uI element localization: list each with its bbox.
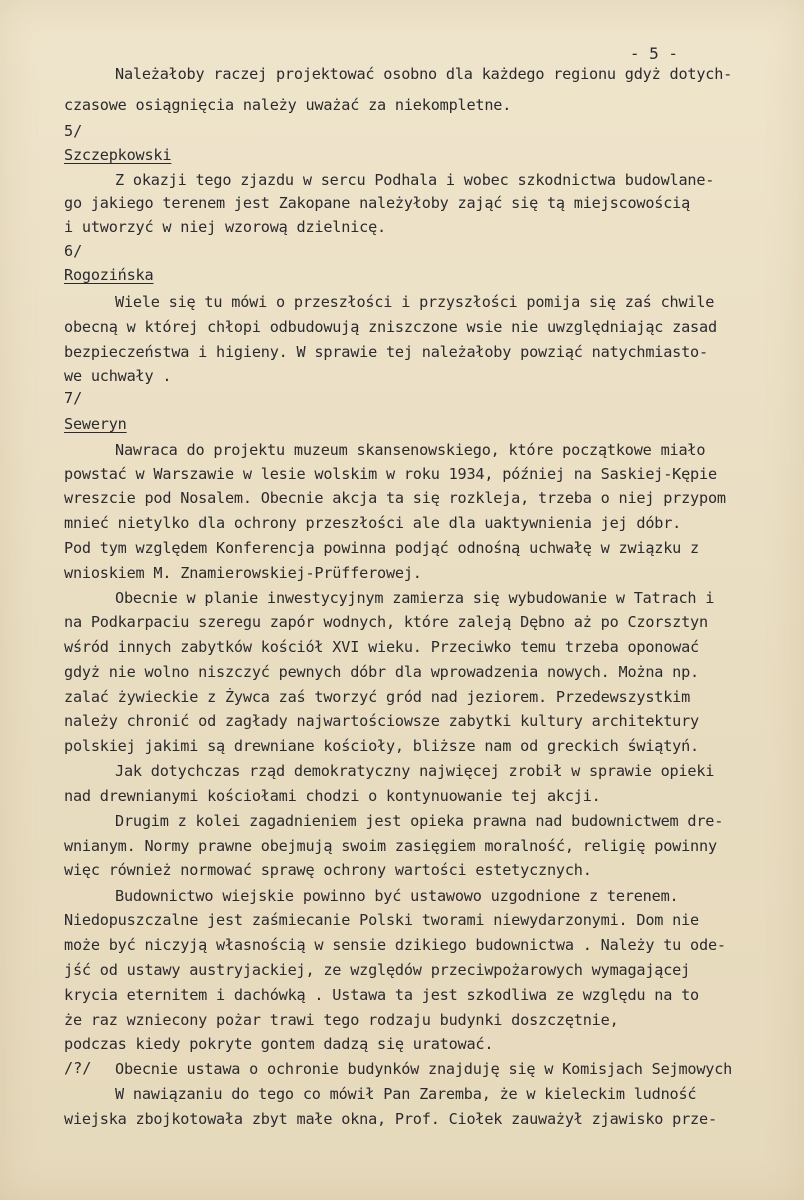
text-line: polskiej jakimi są drewniane kościoły, bliższe nam od greckich świątyń. [64,737,699,755]
text-line: wnioskiem M. Znamierowskiej-Prüfferowej. [64,564,422,582]
text-line: obecną w której chłopi odbudowują zniszczone wsie nie uwzględniając zasad [64,318,717,336]
speaker-heading: Rogozińska [64,266,154,284]
text-line: Drugim z kolei zagadnieniem jest opieka prawna nad budownictwem dre- [115,812,724,830]
text-line: Pod tym względem Konferencja powinna podjąć odnośną uchwałę w związku z [64,539,699,557]
text-line: czasowe osiągnięcia należy uważać za niekompletne. [64,96,512,114]
text-line: bezpieczeństwa i higieny. W sprawie tej należałoby powziąć natychmiasto- [64,343,708,361]
section-number: 5/ [64,122,83,140]
text-line: Niedopuszczalne jest zaśmiecanie Polski tworami niewydarzonymi. Dom nie [64,911,699,929]
text-line: wiejska zbojkotowała zbyt małe okna, Prof. Ciołek zauważył zjawisko prze- [64,1110,717,1128]
text-line: wreszcie pod Nosalem. Obecnie akcja ta się rozkleja, trzeba o niej przypom [64,489,726,507]
text-line: gdyż nie wolno niszczyć pewnych dóbr dla wprowadzenia nowych. Można np. [64,663,699,681]
text-line: we uchwały . [64,367,172,385]
text-line: więc również normować sprawę ochrony wartości estetycznych. [64,861,592,879]
margin-note: /?/ [64,1059,92,1077]
text-line: krycia eternitem i dachówką . Ustawa ta jest szkodliwa ze względu na to [64,986,699,1004]
text-line: wśród innych zabytków kościół XVI wieku. Przeciwko temu trzeba oponować [64,638,699,656]
text-line: Obecnie w planie inwestycyjnym zamierza się wybudowanie w Tatrach i [115,589,715,607]
text-line: Z okazji tego zjazdu w sercu Podhala i wobec szkodnictwa budowlane- [115,171,715,189]
text-line: Obecnie ustawa o ochronie budynków znajduję się w Komisjach Sejmowych [115,1060,733,1078]
page-number: - 5 - [629,44,678,63]
text-line: W nawiązaniu do tego co mówił Pan Zaremba, że w kieleckim ludność [115,1085,697,1103]
text-line: zalać żywieckie z Żywca zaś tworzyć gród nad jeziorem. Przedewszystkim [64,688,691,706]
text-line: nad drewnianymi kościołami chodzi o kontynuowanie tej akcji. [64,787,601,805]
speaker-heading: Seweryn [64,415,127,433]
text-line: podczas kiedy pokryte gontem dadzą się uratować. [64,1035,494,1053]
text-line: i utworzyć w niej wzorową dzielnicę. [64,218,386,236]
text-line: go jakiego terenem jest Zakopane należyłoby zająć się tą miejscowością [64,194,691,212]
text-line: Jak dotychczas rząd demokratyczny najwięcej zrobił w sprawie opieki [115,762,715,780]
speaker-heading: Szczepkowski [64,146,172,164]
text-line: może być niczyją własnością w sensie dzikiego budownictwa . Należy tu ode- [64,936,726,954]
text-line: mnieć nietylko dla ochrony przeszłości ale dla uaktywnienia jej dóbr. [64,514,682,532]
text-line: Wiele się tu mówi o przeszłości i przyszłości pomija się zaś chwile [115,293,715,311]
section-number: 7/ [64,389,83,407]
text-line: jść od ustawy austryjackiej, ze względów przeciwpożarowych wymagającej [64,961,691,979]
text-line: powstać w Warszawie w lesie wolskim w roku 1934, później na Saskiej-Kępie [64,465,717,483]
text-line: że raz wzniecony pożar trawi tego rodzaju budynki doszczętnie, [64,1011,619,1029]
text-line: Budownictwo wiejskie powinno być ustawowo uzgodnione z terenem. [115,887,679,905]
section-number: 6/ [64,242,83,260]
text-line: na Podkarpaciu szeregu zapór wodnych, które zaleją Dębno aż po Czorsztyn [64,613,708,631]
text-line: Należałoby raczej projektować osobno dla każdego regionu gdyż dotych- [115,65,733,83]
text-line: należy chronić od zagłady najwartościowsze zabytki kultury architektury [64,712,699,730]
text-line: Nawraca do projektu muzeum skansenowskiego, które początkowe miało [115,441,706,459]
text-line: wnianym. Normy prawne obejmują swoim zasięgiem moralność, religię powinny [64,837,717,855]
